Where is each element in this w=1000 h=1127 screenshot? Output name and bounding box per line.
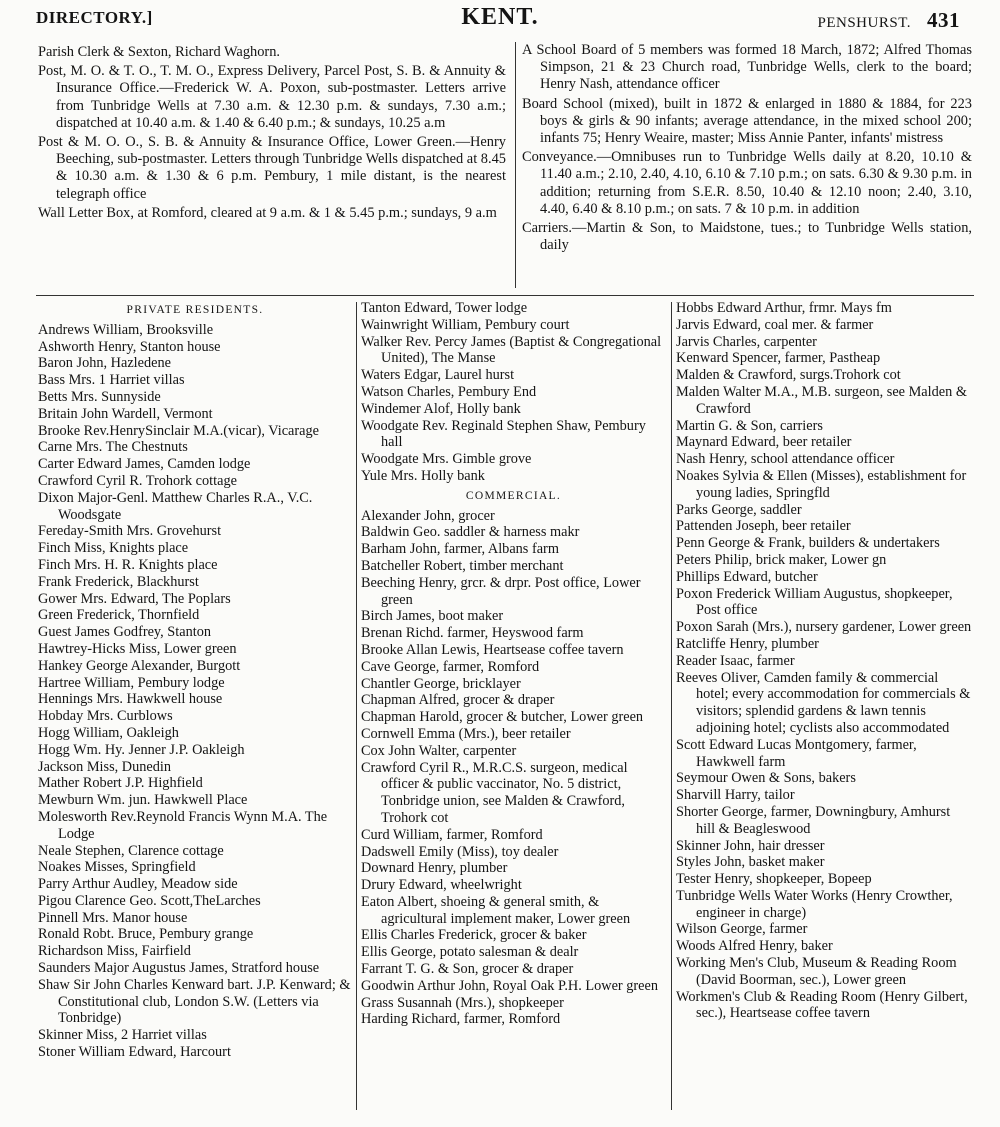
directory-entry: Working Men's Club, Museum & Reading Room (David Boorman, sec.), Lower green <box>676 955 957 988</box>
header-county-title: KENT. <box>461 4 539 30</box>
directory-entry: Chapman Harold, grocer & butcher, Lower green <box>361 709 644 726</box>
directory-entry: Brenan Richd. farmer, Heyswood farm <box>361 625 584 642</box>
col2-commercial-entries <box>361 508 666 1029</box>
directory-entry: Guest James Godfrey, Stanton <box>38 624 211 641</box>
notice-paragraph: Conveyance.—Omnibuses run to Tunbridge Wells daily at 8.20, 10.10 & 11.40 a.m.; 2.10, 2.40, 4.10, 6.10 & 7.10 p.m.; on sats. 6.30 & 9.30 p.m. in addition; returning from S.E.R. 8.50, 10.40 & 12.10 noon; 2.40, 3.10, 4.40, 6.40 & 8.10 p.m.; on sats. 7 & 10 p.m. in addition <box>522 149 972 217</box>
notices-left-block <box>38 44 506 222</box>
directory-entry: Birch James, boot maker <box>361 608 504 625</box>
directory-entry: Seymour Owen & Sons, bakers <box>676 770 856 787</box>
directory-entry: Noakes Misses, Springfield <box>38 859 196 876</box>
directory-entry: Frank Frederick, Blackhurst <box>38 573 199 590</box>
directory-entry: Tunbridge Wells Water Works (Henry Crowther, engineer in charge) <box>676 887 953 921</box>
directory-entry: Watson Charles, Pembury End <box>361 383 537 400</box>
directory-entry: Eaton Albert, shoeing & general smith, & agricultural implement maker, Lower green <box>361 893 631 927</box>
directory-entry: Jarvis Charles, carpenter <box>676 333 817 350</box>
notice-paragraph: Post, M. O. & T. O., T. M. O., Express Delivery, Parcel Post, S. B. & Annuity & Insurance Office.—Frederick W. A. Poxon, sub-postmaster. Letters arrive from Tunbridge Wells at 7.30 a.m. & 12.30 p.m. & sundays, 7.30 a.m.; dispatched at 10.40 a.m. & 1.40 & 6.40 p.m.; & sundays, 10.25 a.m <box>38 63 506 131</box>
directory-entry: Brooke Rev.HenrySinclair M.A.(vicar), Vicarage <box>38 422 320 439</box>
notices-right-block <box>522 42 972 254</box>
directory-entry: Mewburn Wm. jun. Hawkwell Place <box>38 792 248 809</box>
directory-entry: Ellis George, potato salesman & dealr <box>361 944 579 961</box>
directory-entry: Britain John Wardell, Vermont <box>38 405 213 422</box>
directory-entry: Peters Philip, brick maker, Lower gn <box>676 551 887 568</box>
directory-entry: Hogg William, Oakleigh <box>38 724 179 741</box>
directory-entry: Wainwright William, Pembury court <box>361 316 570 333</box>
directory-entry: Saunders Major Augustus James, Stratford house <box>38 960 320 977</box>
directory-entry: Hartree William, Pembury lodge <box>38 674 225 691</box>
directory-entry: Maynard Edward, beer retailer <box>676 434 852 451</box>
directory-entry: Bass Mrs. 1 Harriet villas <box>38 372 185 389</box>
directory-entry: Gower Mrs. Edward, The Poplars <box>38 590 231 607</box>
directory-entry: Shorter George, farmer, Downingbury, Amhurst hill & Beagleswood <box>676 803 951 837</box>
directory-entry: Sharvill Harry, tailor <box>676 787 795 804</box>
directory-entry: Noakes Sylvia & Ellen (Misses), establishment for young ladies, Springfld <box>676 467 967 501</box>
directory-entry: Cave George, farmer, Romford <box>361 658 540 675</box>
directory-entry: Cornwell Emma (Mrs.), beer retailer <box>361 725 571 742</box>
directory-entry: Nash Henry, school attendance officer <box>676 451 895 468</box>
directory-entry: Waters Edgar, Laurel hurst <box>361 367 515 384</box>
directory-entry: Phillips Edward, butcher <box>676 568 818 585</box>
directory-entry: Drury Edward, wheelwright <box>361 877 522 894</box>
directory-entry: Carne Mrs. The Chestnuts <box>38 439 188 456</box>
directory-entry: Wilson George, farmer <box>676 921 808 938</box>
directory-entry: Parks George, saddler <box>676 501 802 518</box>
directory-entry: Batcheller Robert, timber merchant <box>361 557 564 574</box>
directory-entry: Farrant T. G. & Son, grocer & draper <box>361 961 574 978</box>
directory-entry: Brooke Allan Lewis, Heartsease coffee tavern <box>361 641 624 658</box>
page-number: 431 <box>927 8 960 32</box>
directory-entry: Hennings Mrs. Hawkwell house <box>38 691 223 708</box>
col3-entries <box>676 300 972 1022</box>
directory-entry: Skinner John, hair dresser <box>676 837 825 854</box>
directory-entry: Hobbs Edward Arthur, frmr. Mays fm <box>676 300 892 316</box>
directory-entry: Yule Mrs. Holly bank <box>361 467 485 484</box>
directory-entry: Tanton Edward, Tower lodge <box>361 300 528 316</box>
directory-entry: Walker Rev. Percy James (Baptist & Congregational United), The Manse <box>361 333 662 367</box>
directory-entry: Ashworth Henry, Stanton house <box>38 338 221 355</box>
directory-entry: Alexander John, grocer <box>361 507 495 524</box>
directory-entry: Poxon Sarah (Mrs.), nursery gardener, Lower green <box>676 619 972 636</box>
directory-entry: Kenward Spencer, farmer, Pastheap <box>676 350 881 367</box>
directory-entry: Baldwin Geo. saddler & harness makr <box>361 524 580 541</box>
directory-entry: Mather Robert J.P. Highfield <box>38 775 203 792</box>
directory-entry: Jackson Miss, Dunedin <box>38 758 172 775</box>
directory-entry: Neale Stephen, Clarence cottage <box>38 842 224 859</box>
column-right <box>676 300 972 1022</box>
directory-entry: Richardson Miss, Fairfield <box>38 943 191 960</box>
directory-entry: Grass Susannah (Mrs.), shopkeeper <box>361 994 564 1011</box>
directory-entry: Workmen's Club & Reading Room (Henry Gilbert, sec.), Heartsease coffee tavern <box>676 988 968 1022</box>
directory-entry: Dadswell Emily (Miss), toy dealer <box>361 843 559 860</box>
directory-entry: Windemer Alof, Holly bank <box>361 400 521 417</box>
directory-entry: Cox John Walter, carpenter <box>361 742 517 759</box>
directory-entry: Reader Isaac, farmer <box>676 652 795 669</box>
col2-private-entries <box>361 300 666 485</box>
notice-paragraph: Post & M. O. O., S. B. & Annuity & Insurance Office, Lower Green.—Henry Beeching, sub-postmaster. Letters through Tunbridge Wells dispatched at 8.45 & 10.30 a.m. & 1.30 & 6 p.m. Pembury, 1 mile distant, is the nearest telegraph office <box>38 134 506 202</box>
directory-entry: Crawford Cyril R., M.R.C.S. surgeon, medical officer & public vaccinator, No. 5 district, Tonbridge union, see Malden & Crawford, Trohork cot <box>361 759 628 826</box>
directory-entry: Ellis Charles Frederick, grocer & baker <box>361 927 587 944</box>
directory-entry: Goodwin Arthur John, Royal Oak P.H. Lower green <box>361 977 659 994</box>
notice-paragraph: Board School (mixed), built in 1872 & enlarged in 1880 & 1884, for 223 boys & girls & 90 infants; average attendance, in the mixed school 200; infants 75; Henry Weaire, master; Miss Annie Panter, infants' mistress <box>522 95 972 147</box>
private-residents-heading: PRIVATE RESIDENTS. <box>126 304 264 316</box>
directory-entry: Pigou Clarence Geo. Scott,TheLarches <box>38 892 261 909</box>
directory-entry: Andrews William, Brooksville <box>38 321 214 338</box>
directory-entry: Dixon Major-Genl. Matthew Charles R.A., V.C. Woodsgate <box>38 489 313 523</box>
directory-entry: Beeching Henry, grcr. & drpr. Post office, Lower green <box>361 574 641 608</box>
directory-entry: Curd William, farmer, Romford <box>361 826 543 843</box>
directory-entry: Woodgate Mrs. Gimble grove <box>361 451 532 468</box>
directory-entry: Scott Edward Lucas Montgomery, farmer, Hawkwell farm <box>676 736 917 770</box>
directory-entry: Jarvis Edward, coal mer. & farmer <box>676 316 874 333</box>
commercial-heading: COMMERCIAL. <box>465 489 562 502</box>
directory-entry: Skinner Miss, 2 Harriet villas <box>38 1027 207 1044</box>
directory-entry: Styles John, basket maker <box>676 854 825 871</box>
column-private-residents <box>38 300 352 1061</box>
directory-entry: Parry Arthur Audley, Meadow side <box>38 876 238 893</box>
notice-paragraph: Carriers.—Martin & Son, to Maidstone, tues.; to Tunbridge Wells station, daily <box>522 220 972 254</box>
notices-divider <box>515 42 516 288</box>
column-divider-2 <box>671 302 672 1110</box>
notice-paragraph: A School Board of 5 members was formed 18 March, 1872; Alfred Thomas Simpson, 21 & 23 Church road, Tunbridge Wells, clerk to the board; Henry Nash, attendance officer <box>522 42 972 93</box>
directory-entry: Shaw Sir John Charles Kenward bart. J.P. Kenward; & Constitutional club, London S.W. (Letters via Tonbridge) <box>38 976 351 1027</box>
header-parish <box>818 8 961 36</box>
directory-entry: Martin G. & Son, carriers <box>676 417 823 434</box>
notice-paragraph: Wall Letter Box, at Romford, cleared at 9 a.m. & 1 & 5.45 p.m.; sundays, 9 a.m <box>38 204 497 221</box>
directory-entry: Pattenden Joseph, beer retailer <box>676 518 851 535</box>
directory-entry: Harding Richard, farmer, Romford <box>361 1011 561 1028</box>
col1-entries <box>38 322 352 1061</box>
directory-entry: Poxon Frederick William Augustus, shopkeeper, Post office <box>676 585 953 619</box>
directory-entry: Finch Miss, Knights place <box>38 540 189 557</box>
notice-paragraph: Parish Clerk & Sexton, Richard Waghorn. <box>38 44 280 60</box>
directory-entry: Pinnell Mrs. Manor house <box>38 909 188 926</box>
directory-entry: Tester Henry, shopkeeper, Bopeep <box>676 871 872 888</box>
header-parish-name: PENSHURST. <box>817 15 911 31</box>
column-middle <box>361 300 666 1028</box>
directory-entry: Chantler George, bricklayer <box>361 675 521 692</box>
directory-entry: Baron John, Hazledene <box>38 355 171 372</box>
directory-entry: Reeves Oliver, Camden family & commercial hotel; every accommodation for commercials & visitors; splendid gardens & lawn tennis adjoining hotel; cyclists also accommodated <box>676 669 971 736</box>
directory-entry: Hawtrey-Hicks Miss, Lower green <box>38 640 237 657</box>
directory-entry: Malden Walter M.A., M.B. surgeon, see Malden & Crawford <box>676 383 967 417</box>
directory-entry: Woods Alfred Henry, baker <box>676 938 833 955</box>
header-section-label: DIRECTORY.] <box>36 8 153 27</box>
directory-entry: Malden & Crawford, surgs.Trohork cot <box>676 367 901 384</box>
directory-entry: Chapman Alfred, grocer & draper <box>361 692 555 709</box>
directory-entry: Hankey George Alexander, Burgott <box>38 657 241 674</box>
directory-entry: Downard Henry, plumber <box>361 860 508 877</box>
directory-entry: Green Frederick, Thornfield <box>38 607 200 624</box>
directory-entry: Carter Edward James, Camden lodge <box>38 456 251 473</box>
directory-entry: Hogg Wm. Hy. Jenner J.P. Oakleigh <box>38 741 245 758</box>
directory-entry: Finch Mrs. H. R. Knights place <box>38 556 218 573</box>
directory-entry: Fereday-Smith Mrs. Grovehurst <box>38 523 222 540</box>
column-divider-1 <box>356 302 357 1110</box>
directory-entry: Ratcliffe Henry, plumber <box>676 635 819 652</box>
directory-entry: Penn George & Frank, builders & undertakers <box>676 535 940 552</box>
directory-entry: Molesworth Rev.Reynold Francis Wynn M.A. The Lodge <box>38 808 328 842</box>
directory-entry: Barham John, farmer, Albans farm <box>361 541 559 558</box>
directory-entry: Stoner William Edward, Harcourt <box>38 1044 231 1061</box>
directory-entry: Hobday Mrs. Curblows <box>38 708 173 725</box>
directory-entry: Betts Mrs. Sunnyside <box>38 388 161 405</box>
directory-entry: Crawford Cyril R. Trohork cottage <box>38 472 237 489</box>
directory-entry: Woodgate Rev. Reginald Stephen Shaw, Pembury hall <box>361 417 646 451</box>
section-rule <box>36 295 974 296</box>
directory-entry: Ronald Robt. Bruce, Pembury grange <box>38 926 254 943</box>
